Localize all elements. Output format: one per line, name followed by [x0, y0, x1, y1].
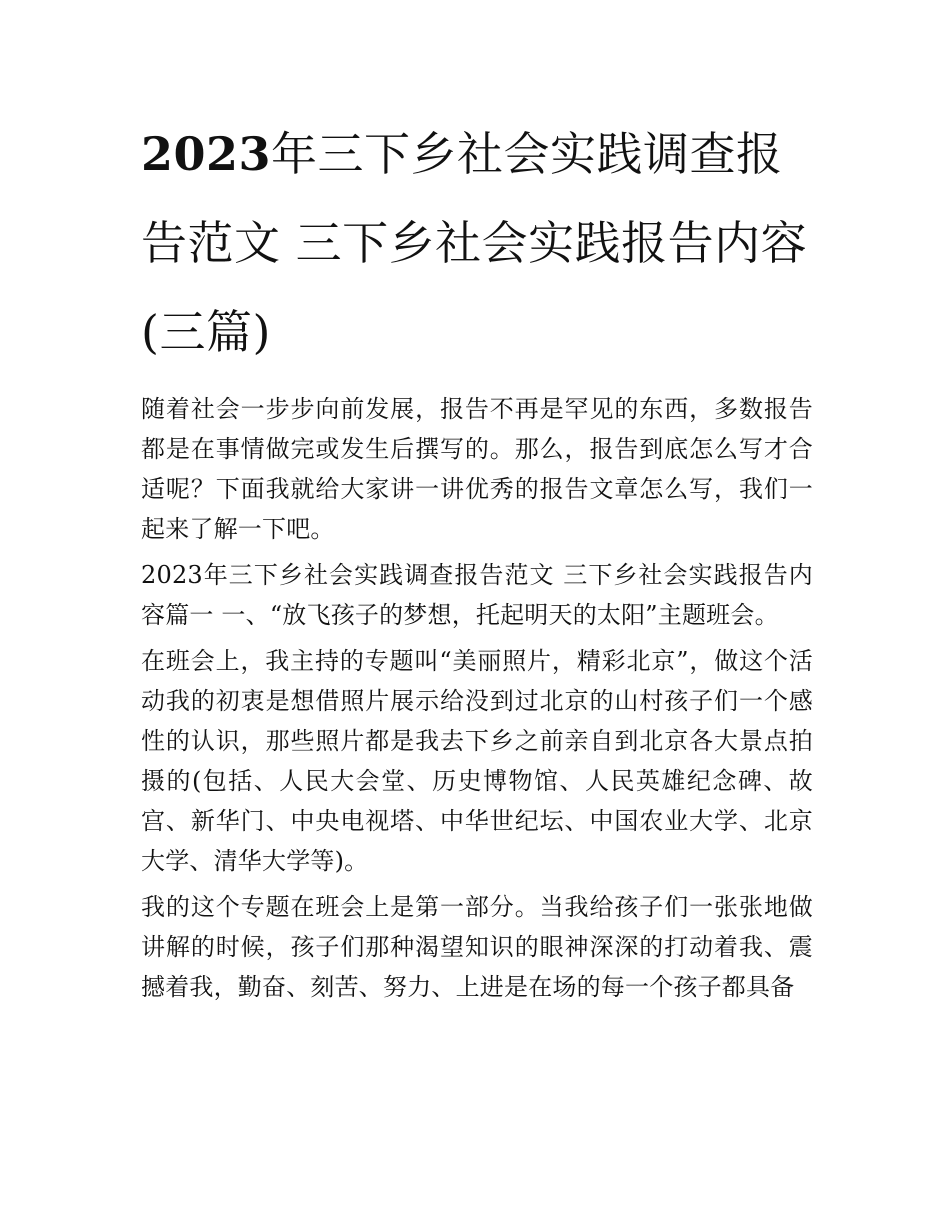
document-body [141, 110, 813, 1007]
document-title [141, 110, 813, 377]
title-text: 年三下乡社会实践调查报告范文 三下乡社会实践报告内容(三篇) [141, 127, 808, 359]
title-year: 2023 [141, 127, 272, 181]
paragraph-intro: 随着社会一步步向前发展，报告不再是罕见的东西，多数报告都是在事情做完或发生后撰写的。那么，报告到底怎么写才合适呢？下面我就给大家讲一讲优秀的报告文章怎么写，我们一起来了解一下吧。 [141, 395, 813, 543]
paragraph-class-meeting: 在班会上，我主持的专题叫“美丽照片，精彩北京”，做这个活动我的初衷是想借照片展示给没到过北京的山村孩子们一个感性的认识，那些照片都是我去下乡之前亲自到北京各大景点拍摄的(包括、人民大会堂、历史博物馆、人民英雄纪念碑、故宫、新华门、中央电视塔、中华世纪坛、中国农业大学、北京大学、清华大学等)。 [141, 647, 813, 875]
paragraph-first-part: 我的这个专题在班会上是第一部分。当我给孩子们一张张地做讲解的时候，孩子们那种渴望知识的眼神深深的打动着我、震撼着我，勤奋、刻苦、努力、上进是在场的每一个孩子都具备 [141, 893, 813, 1001]
paragraph-heading-part-one: 2023年三下乡社会实践调查报告范文 三下乡社会实践报告内容篇一 一、“放飞孩子的梦想，托起明天的太阳”主题班会。 [141, 561, 813, 629]
